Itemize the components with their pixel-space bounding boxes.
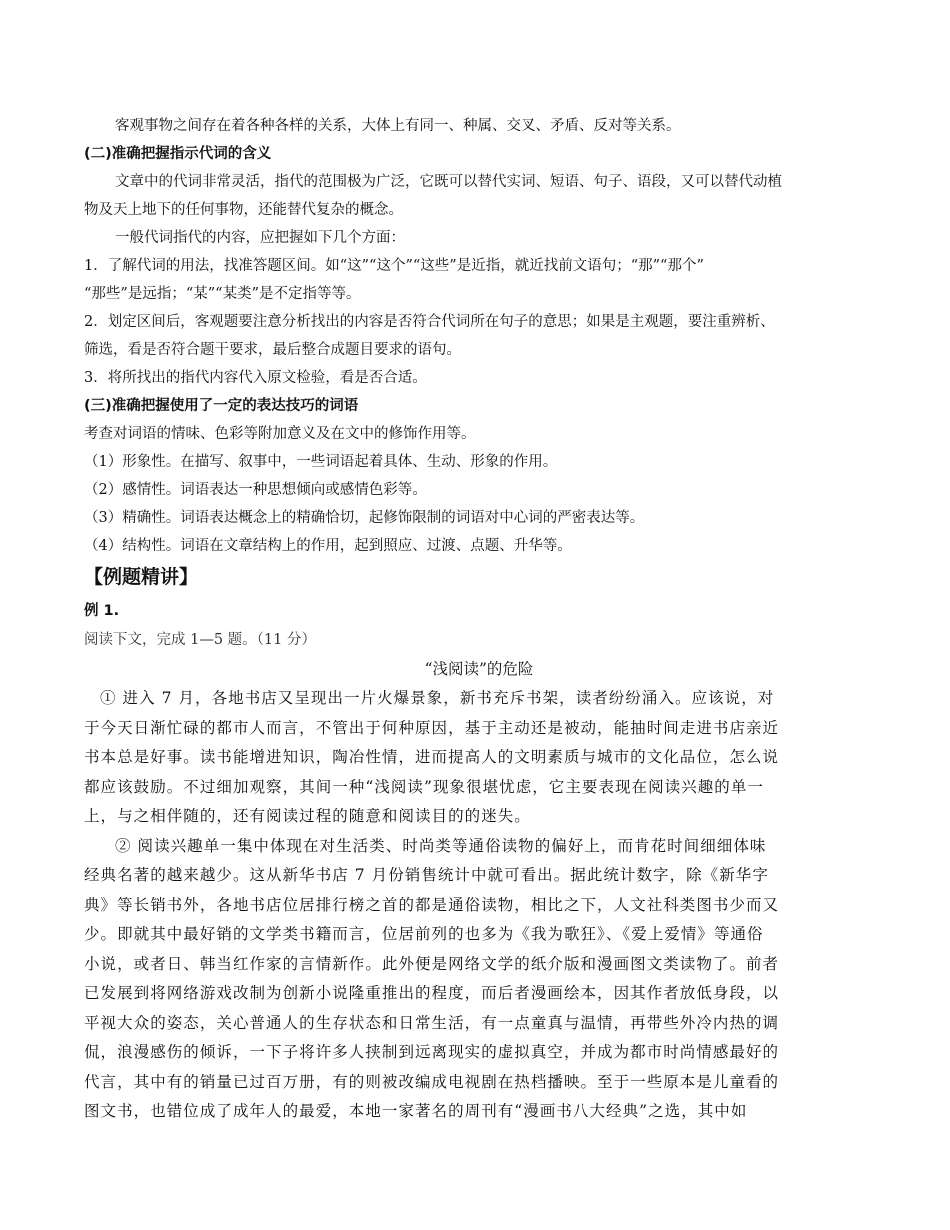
article-p1-line-3: 书本总是好事。读书能增进知识，陶冶性情，进而提高人的文明素质与城市的文化品位，怎么说: [84, 748, 780, 766]
article-p2-line-8: 侃，浪漫感伤的倾诉，一下子将许多人挟制到远离现实的虚拟真空，并成为都市时尚情感最好的: [84, 1043, 780, 1061]
expression-item-3: （3）精确性。词语表达概念上的精确恰切，起修饰限制的词语对中心词的严密表达等。: [84, 510, 645, 526]
article-p2-line-1: ② 阅读兴趣单一集中体现在对生活类、时尚类等通俗读物的偏好上，而肯花时间细细体味: [115, 836, 767, 855]
expression-item-4: （4）结构性。词语在文章结构上的作用，起到照应、过渡、点题、升华等。: [84, 538, 572, 554]
pronoun-para-line-1: 文章中的代词非常灵活，指代的范围极为广泛，它既可以替代实词、短语、句子、语段，又可以替代动植: [115, 174, 782, 190]
article-p1-line-1: ① 进入 7 月，各地书店又呈现出一片火爆景象，新书充斥书架，读者纷纷涌入。应该说，对: [100, 689, 775, 707]
article-p1-line-2: 于今天日渐忙碌的都市人而言，不管出于何种原因，基于主动还是被动，能抽时间走进书店亲近: [84, 718, 780, 737]
article-p2-line-4: 少。即就其中最好销的文学类书籍而言，位居前列的也多为《我为歌狂》、《爱上爱情》等通俗: [84, 925, 764, 943]
pronoun-item-2-line-1: 2．划定区间后，客观题要注意分析找出的内容是否符合代词所在句子的意思；如果是主观题，要注重辨析、: [84, 314, 775, 330]
article-p2-line-10: 图文书，也错位成了成年人的最爱，本地一家著名的周刊有“漫画书八大经典”之选，其中如: [84, 1102, 748, 1120]
article-p2-line-3: 典》等长销书外，各地书店位居排行榜之首的都是通俗读物，相比之下，人文社科类图书少而又: [84, 895, 780, 914]
pronoun-para-line-2: 物及天上地下的任何事物，还能替代复杂的概念。: [84, 202, 403, 218]
relation-types-line: 客观事物之间存在着各种各样的关系，大体上有同一、种属、交叉、矛盾、反对等关系。: [115, 118, 681, 134]
document-page: [84, 112, 874, 1127]
expression-item-1: （1）形象性。在描写、叙事中，一些词语起着具体、生动、形象的作用。: [84, 454, 558, 470]
examples-section-title: 【例题精讲】: [84, 566, 199, 588]
article-paragraph-1: [84, 684, 874, 832]
article-p1-line-4: 都应该鼓励。不过细加观察，其间一种“浅阅读”现象很堪忧虑，它主要表现在阅读兴趣的单一: [84, 777, 764, 796]
article-p1-line-5: 上，与之相伴随的，还有阅读过程的随意和阅读目的的迷失。: [84, 807, 531, 825]
example-label: 例 1.: [84, 603, 120, 619]
reading-instruction: 阅读下文，完成 1—5 题。（11 分）: [84, 632, 316, 648]
article-p2-line-6: 已发展到将网络游戏改制为创新小说隆重推出的程度，而后者漫画绘本，因其作者放低身段，以: [84, 984, 780, 1002]
expression-item-2: （2）感情性。词语表达一种思想倾向或感情色彩等。: [84, 482, 427, 498]
pronoun-item-2-line-2: 筛选，看是否符合题干要求，最后整合成题目要求的语句。: [84, 342, 461, 358]
pronoun-aspects-intro: 一般代词指代的内容，应把握如下几个方面：: [115, 230, 405, 246]
expression-intro: 考查对词语的情味、色彩等附加意义及在文中的修饰作用等。: [84, 426, 476, 442]
article-p2-line-7: 平视大众的姿态，关心普通人的生存状态和日常生活，有一点童真与温情，再带些外冷内热的调: [84, 1013, 780, 1032]
section-heading-expression: (三)准确把握使用了一定的表达技巧的词语: [84, 398, 359, 414]
article-p2-line-5: 小说，或者日、韩当红作家的言情新作。此外便是网络文学的纸介版和漫画图文类读物了。前者: [84, 954, 780, 973]
section-heading-pronouns: (二)准确把握指示代词的含义: [84, 146, 272, 162]
article-paragraph-2: [84, 832, 874, 1127]
article-title: “浅阅读”的危险: [424, 660, 534, 678]
article-p2-line-9: 代言，其中有的销量已过百万册，有的则被改编成电视剧在热档播映。至于一些原本是儿童看的: [84, 1072, 780, 1091]
pronoun-item-1-line-2: “那些”是远指；“某”“某类”是不定指等等。: [84, 286, 361, 302]
pronoun-item-3: 3．将所找出的指代内容代入原文检验，看是否合适。: [84, 370, 427, 386]
pronoun-item-1-line-1: 1．了解代词的用法，找准答题区间。如“这”“这个”“这些”是近指，就近找前文语句；“那”“那个”: [84, 258, 704, 274]
article-p2-line-2: 经典名著的越来越少。这从新华书店 7 月份销售统计中就可看出。据此统计数字，除《新华字: [84, 866, 769, 884]
